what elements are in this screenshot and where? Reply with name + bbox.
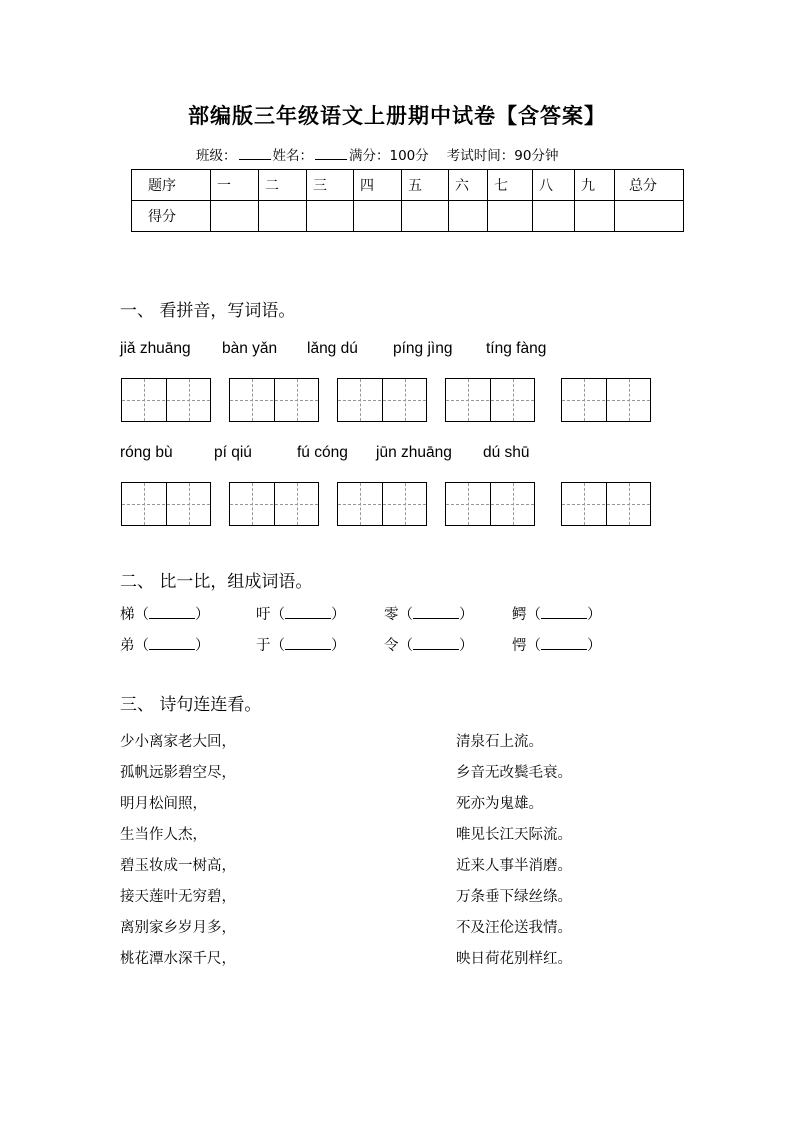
answer-blank[interactable] <box>149 606 195 619</box>
compare-char: 梯 <box>120 607 135 623</box>
score-table <box>131 169 684 232</box>
open-paren: （ <box>134 607 149 623</box>
compare-item <box>384 603 474 624</box>
open-paren: （ <box>270 638 285 654</box>
full-score: 满分：100分 <box>349 148 429 164</box>
score-cell[interactable] <box>402 201 449 232</box>
compare-item <box>512 603 602 624</box>
poem-left-line[interactable]: 桃花潭水深千尺， <box>120 951 236 967</box>
close-paren: ） <box>195 638 210 654</box>
score-cell[interactable] <box>575 201 615 232</box>
poem-right-line[interactable]: 映日荷花别样红。 <box>456 951 572 967</box>
open-paren: （ <box>398 607 413 623</box>
section-3-title: 三、 诗句连连看。 <box>120 695 262 715</box>
poem-right-line[interactable]: 唯见长江天际流。 <box>456 827 572 843</box>
compare-char: 吁 <box>256 607 271 623</box>
page-title: 部编版三年级语文上册期中试卷【含答案】 <box>188 104 606 128</box>
answer-blank[interactable] <box>413 637 459 650</box>
open-paren: （ <box>398 638 413 654</box>
poem-left-line[interactable]: 碧玉妆成一树高， <box>120 858 236 874</box>
answer-blank[interactable] <box>149 637 195 650</box>
table-cell: 四 <box>354 170 402 201</box>
answer-blank[interactable] <box>541 606 587 619</box>
compare-char: 于 <box>256 638 271 654</box>
score-cell[interactable] <box>488 201 533 232</box>
pinyin-item: dú shū <box>483 444 530 461</box>
poem-left-line[interactable]: 少小离家老大回， <box>120 734 236 750</box>
compare-char: 弟 <box>120 638 135 654</box>
name-label: 姓名： <box>272 148 313 164</box>
poem-right-line[interactable]: 不及汪伦送我情。 <box>456 920 572 936</box>
compare-item <box>120 603 210 624</box>
exam-time: 考试时间：90分钟 <box>446 148 559 164</box>
compare-item <box>120 634 210 655</box>
writing-grid[interactable] <box>229 482 319 526</box>
close-paren: ） <box>195 607 210 623</box>
poem-left-line[interactable]: 生当作人杰， <box>120 827 207 843</box>
table-cell: 二 <box>259 170 307 201</box>
close-paren: ） <box>587 607 602 623</box>
class-blank[interactable] <box>239 147 271 160</box>
pinyin-item: jiǎ zhuāng <box>120 340 191 357</box>
open-paren: （ <box>270 607 285 623</box>
close-paren: ） <box>331 607 346 623</box>
writing-grid[interactable] <box>337 482 427 526</box>
section-2-title: 二、 比一比，组成词语。 <box>120 572 313 592</box>
poem-right-line[interactable]: 乡音无改鬓毛衰。 <box>456 765 572 781</box>
writing-grid[interactable] <box>445 482 535 526</box>
answer-blank[interactable] <box>285 637 331 650</box>
score-cell[interactable] <box>307 201 354 232</box>
compare-item <box>256 634 346 655</box>
poem-right-line[interactable]: 近来人事半消磨。 <box>456 858 572 874</box>
table-cell: 八 <box>533 170 575 201</box>
compare-item <box>512 634 602 655</box>
pinyin-item: lǎng dú <box>307 340 358 357</box>
poem-right-line[interactable]: 死亦为鬼雄。 <box>456 796 543 812</box>
score-cell[interactable] <box>259 201 307 232</box>
table-cell: 九 <box>575 170 615 201</box>
pinyin-item: jūn zhuāng <box>376 444 452 461</box>
answer-blank[interactable] <box>541 637 587 650</box>
poem-left-line[interactable]: 离别家乡岁月多， <box>120 920 236 936</box>
writing-grid[interactable] <box>561 482 651 526</box>
table-cell: 题序 <box>132 170 211 201</box>
pinyin-item: pí qiú <box>214 444 252 461</box>
writing-grid[interactable] <box>337 378 427 422</box>
open-paren: （ <box>526 607 541 623</box>
answer-blank[interactable] <box>285 606 331 619</box>
pinyin-item: píng jìng <box>393 340 453 357</box>
poem-left-line[interactable]: 孤帆远影碧空尽， <box>120 765 236 781</box>
writing-grid[interactable] <box>121 482 211 526</box>
table-cell: 得分 <box>132 201 211 232</box>
poem-left-line[interactable]: 接天莲叶无穷碧， <box>120 889 236 905</box>
score-cell[interactable] <box>533 201 575 232</box>
class-label: 班级： <box>196 148 237 164</box>
compare-char: 愕 <box>512 638 527 654</box>
compare-char: 令 <box>384 638 399 654</box>
compare-char: 鳄 <box>512 607 527 623</box>
open-paren: （ <box>526 638 541 654</box>
score-table-score-row <box>132 201 684 232</box>
close-paren: ） <box>331 638 346 654</box>
table-cell: 一 <box>211 170 259 201</box>
compare-item <box>384 634 474 655</box>
poem-left-line[interactable]: 明月松间照， <box>120 796 207 812</box>
close-paren: ） <box>459 638 474 654</box>
compare-item <box>256 603 346 624</box>
writing-grid[interactable] <box>229 378 319 422</box>
score-cell[interactable] <box>354 201 402 232</box>
table-cell: 五 <box>402 170 449 201</box>
table-cell: 七 <box>488 170 533 201</box>
poem-right-line[interactable]: 万条垂下绿丝绦。 <box>456 889 572 905</box>
close-paren: ） <box>459 607 474 623</box>
answer-blank[interactable] <box>413 606 459 619</box>
close-paren: ） <box>587 638 602 654</box>
section-1-title: 一、 看拼音，写词语。 <box>120 301 296 321</box>
table-cell: 总分 <box>615 170 684 201</box>
name-blank[interactable] <box>315 147 347 160</box>
table-cell: 六 <box>449 170 488 201</box>
writing-grid[interactable] <box>121 378 211 422</box>
pinyin-item: bàn yǎn <box>222 340 278 357</box>
score-cell[interactable] <box>615 201 684 232</box>
score-cell[interactable] <box>211 201 259 232</box>
score-cell[interactable] <box>449 201 488 232</box>
writing-grid[interactable] <box>561 378 651 422</box>
poem-right-line[interactable]: 清泉石上流。 <box>456 734 543 750</box>
compare-char: 零 <box>384 607 399 623</box>
writing-grid[interactable] <box>445 378 535 422</box>
open-paren: （ <box>134 638 149 654</box>
pinyin-item: fú cóng <box>297 444 348 461</box>
score-table-header-row <box>132 170 684 201</box>
table-cell: 三 <box>307 170 354 201</box>
exam-info <box>196 144 558 164</box>
pinyin-item: tíng fàng <box>486 340 547 357</box>
pinyin-item: róng bù <box>120 444 173 461</box>
